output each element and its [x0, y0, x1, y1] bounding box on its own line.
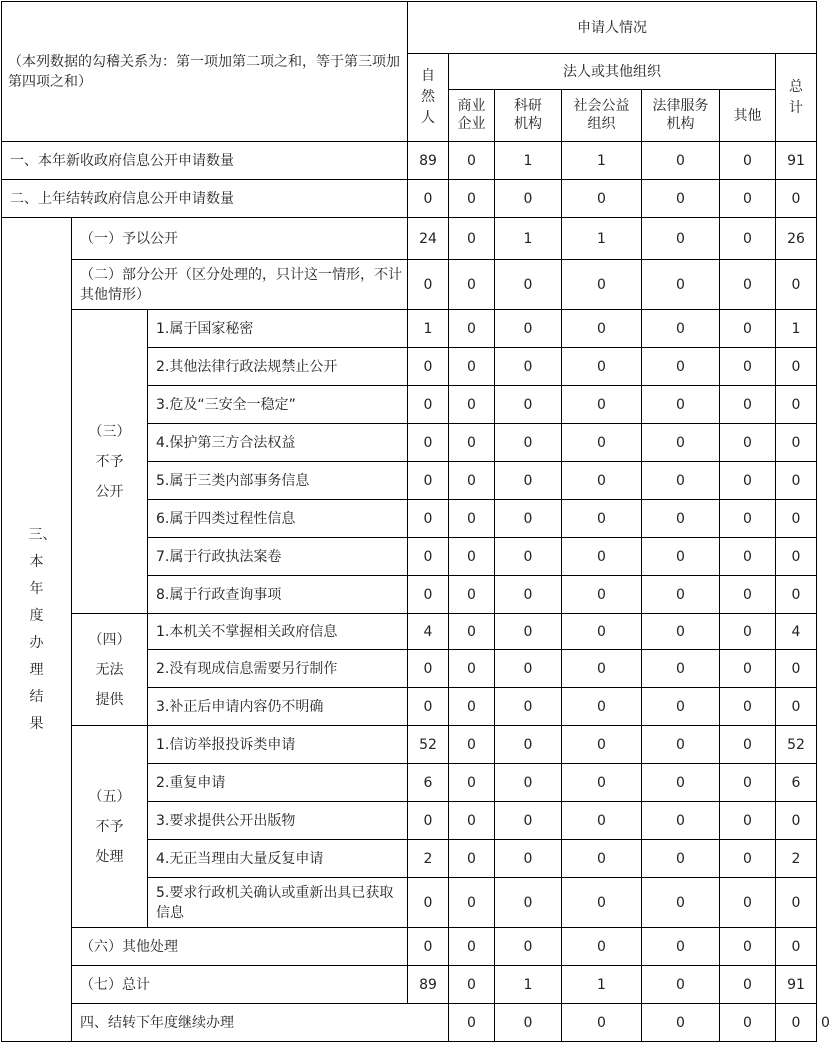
cell-value: 0 — [495, 764, 562, 802]
cell-value: 0 — [776, 386, 817, 424]
cell-value: 0 — [408, 386, 449, 424]
row-label: 二、上年结转政府信息公开申请数量 — [2, 180, 408, 218]
cell-value: 0 — [562, 260, 642, 310]
cell-value: 0 — [642, 726, 720, 764]
row-label: 1.信访举报投诉类申请 — [148, 726, 408, 764]
header-legal-service — [642, 90, 720, 142]
cell-value: 0 — [642, 462, 720, 500]
cell-value: 0 — [720, 218, 776, 260]
cell-value: 0 — [562, 802, 642, 840]
table-row — [2, 966, 817, 1004]
cell-value: 0 — [720, 310, 776, 348]
cell-value: 0 — [776, 576, 817, 614]
cell-value: 0 — [449, 928, 495, 966]
cell-value: 0 — [642, 688, 720, 726]
cell-value: 0 — [495, 260, 562, 310]
cell-value: 1 — [495, 142, 562, 180]
cell-value: 0 — [408, 260, 449, 310]
cell-value: 0 — [776, 424, 817, 462]
cell-value: 0 — [720, 462, 776, 500]
cell-value: 0 — [720, 928, 776, 966]
table-row — [2, 614, 817, 650]
cell-value: 0 — [408, 424, 449, 462]
cell-value: 0 — [642, 500, 720, 538]
cell-value: 91 — [776, 142, 817, 180]
cell-value: 0 — [495, 348, 562, 386]
cell-value: 0 — [642, 538, 720, 576]
cell-value: 0 — [495, 726, 562, 764]
header-legal-group: 法人或其他组织 — [449, 54, 776, 90]
cell-value: 0 — [776, 688, 817, 726]
cell-value: 0 — [720, 576, 776, 614]
cell-value: 0 — [776, 180, 817, 218]
group5-label-c: 处理 — [95, 848, 124, 865]
cell-value: 0 — [495, 1004, 562, 1042]
cell-value: 0 — [495, 310, 562, 348]
cell-value: 0 — [495, 538, 562, 576]
cell-value: 0 — [720, 614, 776, 650]
table-row — [2, 726, 817, 764]
cell-value: 0 — [776, 802, 817, 840]
cell-value: 0 — [776, 650, 817, 688]
row-label: （一）予以公开 — [72, 218, 408, 260]
cell-value: 0 — [642, 180, 720, 218]
cell-value: 0 — [776, 348, 817, 386]
header-public-welfare-label: 社会公益组织 — [573, 98, 630, 132]
cell-value: 2 — [408, 840, 449, 878]
cell-value: 0 — [562, 1004, 642, 1042]
cell-value: 0 — [408, 462, 449, 500]
group5-label-a: （五） — [88, 788, 131, 805]
cell-value: 0 — [562, 878, 642, 928]
row-label: 3.要求提供公开出版物 — [148, 802, 408, 840]
gov-info-disclosure-table — [1, 1, 830, 1042]
row-label: 5.属于三类内部事务信息 — [148, 462, 408, 500]
cell-value: 0 — [642, 802, 720, 840]
cell-value: 0 — [449, 500, 495, 538]
row-label: （二）部分公开（区分处理的，只计这一情形，不计其他情形） — [72, 260, 408, 310]
table-row — [2, 928, 817, 966]
group3-label-c: 公开 — [95, 483, 124, 500]
cell-value: 0 — [776, 462, 817, 500]
cell-value: 0 — [720, 840, 776, 878]
header-business — [449, 90, 495, 142]
cell-value: 0 — [495, 386, 562, 424]
cell-value: 0 — [495, 614, 562, 650]
cell-value: 0 — [776, 1004, 817, 1042]
cell-value: 0 — [720, 260, 776, 310]
cell-value: 0 — [495, 576, 562, 614]
row-label: 8.属于行政查询事项 — [148, 576, 408, 614]
cell-value: 0 — [562, 614, 642, 650]
cell-value: 0 — [642, 878, 720, 928]
header-other: 其他 — [720, 90, 776, 142]
cell-value: 0 — [642, 764, 720, 802]
cell-value: 0 — [562, 840, 642, 878]
cell-value: 4 — [408, 614, 449, 650]
cell-value: 0 — [562, 928, 642, 966]
row-label: 3.危及“三安全一稳定” — [148, 386, 408, 424]
cell-value: 89 — [408, 966, 449, 1004]
cell-value: 1 — [562, 218, 642, 260]
cell-value: 0 — [495, 650, 562, 688]
cell-value: 0 — [642, 424, 720, 462]
cell-value: 0 — [449, 386, 495, 424]
cell-value: 0 — [562, 500, 642, 538]
cell-value: 24 — [408, 218, 449, 260]
cell-value: 0 — [776, 538, 817, 576]
row-label: 四、结转下年度继续办理 — [72, 1004, 449, 1042]
header-total — [776, 54, 817, 142]
cell-value: 0 — [562, 650, 642, 688]
cell-value: 89 — [408, 142, 449, 180]
cell-value: 0 — [408, 928, 449, 966]
cell-value: 0 — [408, 180, 449, 218]
header-business-label: 商业企业 — [457, 98, 486, 132]
cell-value: 52 — [776, 726, 817, 764]
row-label: 1.本机关不掌握相关政府信息 — [148, 614, 408, 650]
header-natural-person-label: 自然人 — [421, 68, 435, 126]
cell-value: 26 — [776, 218, 817, 260]
cell-value: 0 — [642, 840, 720, 878]
cell-value: 0 — [408, 688, 449, 726]
group4-label-c: 提供 — [95, 691, 124, 708]
row-label: 6.属于四类过程性信息 — [148, 500, 408, 538]
cell-value: 0 — [720, 878, 776, 928]
cell-value: 0 — [642, 576, 720, 614]
section3-label — [2, 218, 72, 1042]
cell-value: 0 — [408, 878, 449, 928]
cell-value: 0 — [449, 538, 495, 576]
cell-value: 0 — [562, 538, 642, 576]
header-total-label: 总计 — [789, 78, 804, 116]
cell-value: 6 — [776, 764, 817, 802]
cell-value: 0 — [720, 802, 776, 840]
cell-value: 0 — [642, 650, 720, 688]
cell-value: 0 — [562, 576, 642, 614]
cell-value: 0 — [720, 650, 776, 688]
cell-value: 0 — [449, 764, 495, 802]
cell-value: 0 — [720, 348, 776, 386]
cell-value: 0 — [495, 424, 562, 462]
cell-value: 0 — [642, 386, 720, 424]
cell-value: 0 — [449, 614, 495, 650]
cell-value: 4 — [776, 614, 817, 650]
section3-label-text: 三、本年度办理结果 — [28, 526, 57, 732]
cell-value: 0 — [642, 348, 720, 386]
cell-value: 0 — [720, 726, 776, 764]
table-row — [2, 218, 817, 260]
row-label: 3.补正后申请内容仍不明确 — [148, 688, 408, 726]
cell-value: 0 — [449, 260, 495, 310]
cell-value: 0 — [642, 1004, 720, 1042]
cell-value: 0 — [720, 538, 776, 576]
cell-value: 0 — [720, 180, 776, 218]
header-research — [495, 90, 562, 142]
cell-value: 1 — [776, 310, 817, 348]
cell-value: 91 — [776, 966, 817, 1004]
header-legal-service-label: 法律服务机构 — [652, 98, 709, 132]
cell-value: 0 — [449, 462, 495, 500]
row-label: 一、本年新收政府信息公开申请数量 — [2, 142, 408, 180]
cell-value: 1 — [562, 142, 642, 180]
cell-value: 0 — [408, 576, 449, 614]
cell-value: 0 — [449, 310, 495, 348]
cell-value: 0 — [408, 802, 449, 840]
group4-label — [72, 614, 148, 726]
cell-value: 0 — [562, 424, 642, 462]
table-row — [2, 260, 817, 310]
cell-value: 0 — [449, 218, 495, 260]
cell-value: 1 — [408, 310, 449, 348]
cell-value: 0 — [495, 878, 562, 928]
cell-value: 0 — [642, 928, 720, 966]
table-row — [2, 142, 817, 180]
cell-value: 0 — [776, 878, 817, 928]
group3-label — [72, 310, 148, 614]
cell-value: 1 — [495, 966, 562, 1004]
cell-value: 0 — [408, 650, 449, 688]
cell-value: 0 — [642, 966, 720, 1004]
cell-value: 0 — [495, 688, 562, 726]
cell-value: 0 — [495, 840, 562, 878]
group4-label-b: 无法 — [95, 661, 124, 678]
row-label: 5.要求行政机关确认或重新出具已获取信息 — [148, 878, 408, 928]
cell-value: 0 — [642, 142, 720, 180]
cell-value: 0 — [720, 688, 776, 726]
cell-value: 0 — [720, 386, 776, 424]
cell-value: 0 — [449, 802, 495, 840]
cell-value: 0 — [449, 180, 495, 218]
cell-value: 0 — [562, 764, 642, 802]
cell-value: 2 — [776, 840, 817, 878]
row-label: 7.属于行政执法案卷 — [148, 538, 408, 576]
header-research-label: 科研机构 — [514, 98, 542, 132]
cell-value: 0 — [449, 650, 495, 688]
cell-value: 0 — [720, 500, 776, 538]
cell-value: 52 — [408, 726, 449, 764]
cell-value: 0 — [562, 386, 642, 424]
cell-value: 0 — [562, 462, 642, 500]
cell-value: 0 — [408, 538, 449, 576]
row-label: （六）其他处理 — [72, 928, 408, 966]
cell-value: 0 — [495, 928, 562, 966]
cell-value: 0 — [495, 500, 562, 538]
cell-value: 0 — [449, 726, 495, 764]
cell-value: 0 — [720, 1004, 776, 1042]
table-row — [2, 310, 817, 348]
cell-value: 0 — [449, 576, 495, 614]
cell-value: 0 — [449, 1004, 495, 1042]
row-label: 1.属于国家秘密 — [148, 310, 408, 348]
row-label: 2.其他法律行政法规禁止公开 — [148, 348, 408, 386]
cell-value: 0 — [720, 424, 776, 462]
header-public-welfare — [562, 90, 642, 142]
cell-value: 0 — [720, 764, 776, 802]
cell-value: 1 — [495, 218, 562, 260]
table-row: 四、结转下年度继续办理 0 0 0 0 0 0 0 — [2, 1004, 817, 1042]
cell-value: 0 — [562, 726, 642, 764]
cell-value: 0 — [562, 348, 642, 386]
group4-label-a: （四） — [88, 631, 131, 648]
cell-value: 1 — [562, 966, 642, 1004]
cell-value: 0 — [449, 840, 495, 878]
cell-value: 0 — [449, 424, 495, 462]
cell-value: 0 — [720, 966, 776, 1004]
header-row-applicant — [2, 2, 817, 54]
cell-value: 0 — [449, 142, 495, 180]
header-note: （本列数据的勾稽关系为：第一项加第二项之和，等于第三项加第四项之和） — [2, 2, 408, 142]
cell-value: 0 — [642, 614, 720, 650]
row-label: 4.保护第三方合法权益 — [148, 424, 408, 462]
row-label: （七）总计 — [72, 966, 408, 1004]
group3-label-a: （三） — [88, 423, 131, 440]
cell-value: 0 — [495, 462, 562, 500]
cell-value: 0 — [495, 802, 562, 840]
cell-value: 0 — [776, 260, 817, 310]
cell-value: 0 — [562, 180, 642, 218]
cell-value: 0 — [449, 878, 495, 928]
header-natural-person — [408, 54, 449, 142]
row-label: 4.无正当理由大量反复申请 — [148, 840, 408, 878]
cell-value: 0 — [495, 180, 562, 218]
header-applicant: 申请人情况 — [408, 2, 817, 54]
cell-value: 0 — [562, 688, 642, 726]
cell-value: 0 — [642, 218, 720, 260]
table-row — [2, 180, 817, 218]
cell-value: 0 — [720, 142, 776, 180]
cell-value: 6 — [408, 764, 449, 802]
cell-value: 0 — [408, 348, 449, 386]
cell-value: 0 — [562, 310, 642, 348]
cell-value: 0 — [776, 500, 817, 538]
cell-value: 0 — [776, 928, 817, 966]
group5-label — [72, 726, 148, 928]
cell-value: 0 — [449, 348, 495, 386]
row-label: 2.没有现成信息需要另行制作 — [148, 650, 408, 688]
cell-value: 0 — [449, 966, 495, 1004]
cell-value: 0 — [449, 688, 495, 726]
group5-label-b: 不予 — [95, 818, 124, 835]
cell-value: 0 — [408, 500, 449, 538]
group3-label-b: 不予 — [95, 453, 124, 470]
cell-value: 0 — [642, 260, 720, 310]
row-label: 2.重复申请 — [148, 764, 408, 802]
cell-value: 0 — [642, 310, 720, 348]
